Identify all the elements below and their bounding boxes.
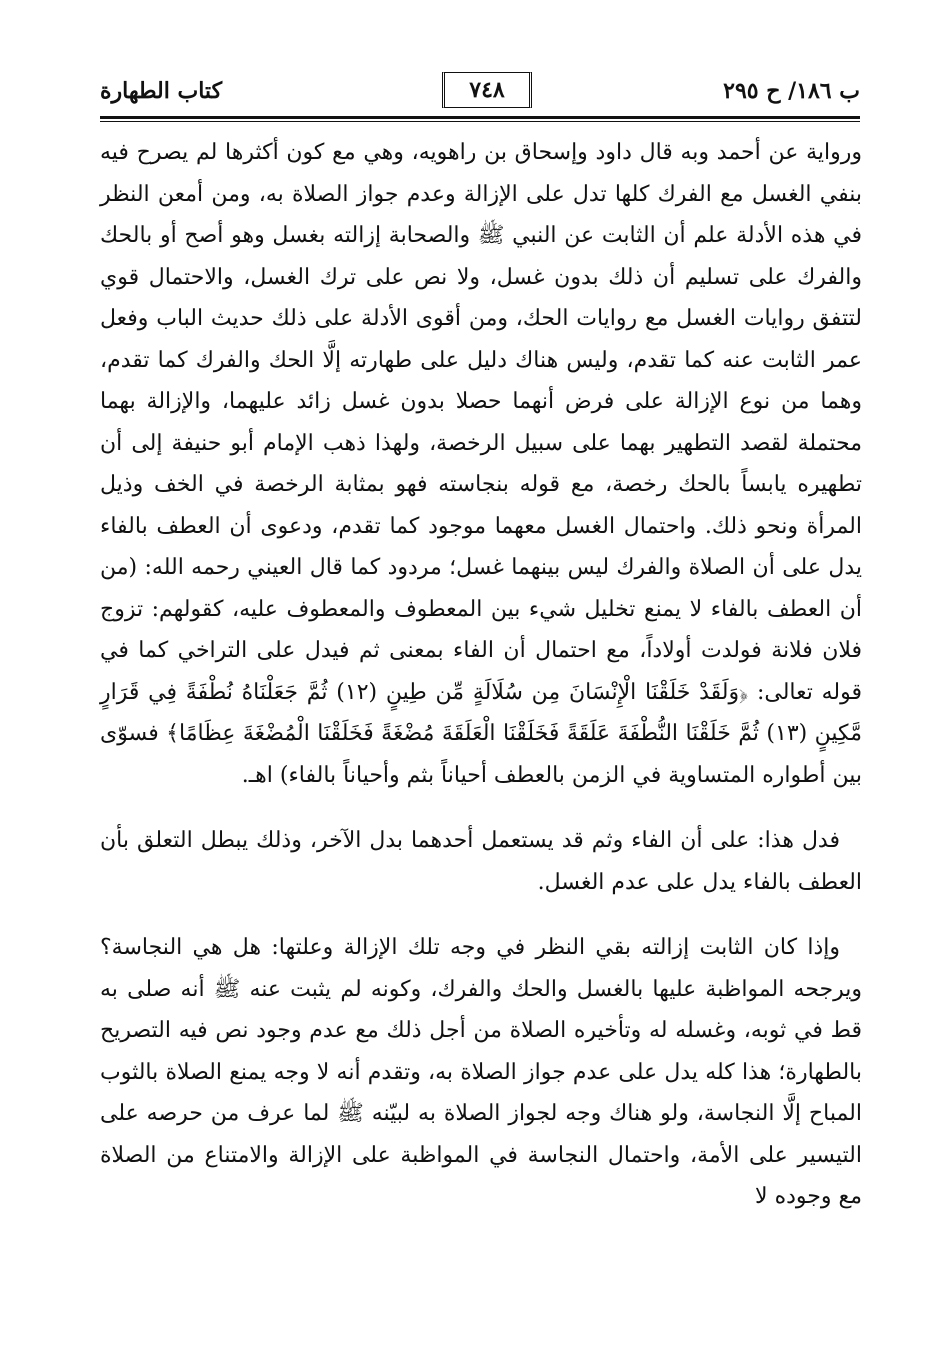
hadith-reference: ب ١٨٦/ ح ٢٩٥ xyxy=(723,78,860,104)
page-number: ٧٤٨ xyxy=(442,72,532,108)
header-divider xyxy=(100,116,860,119)
body-text xyxy=(100,132,862,1218)
header-divider-thin xyxy=(100,121,860,122)
paragraph-3: وإذا كان الثابت إزالته بقي النظر في وجه تلك الإزالة وعلتها: هل هي النجاسة؟ ويرجحه المواظبة عليها بالغسل والحك والفرك، وكونه لم يثبت عنه ﷺ أنه صلى به قط في ثوبه، وغسله له وتأخيره الصلاة من أجل ذلك مع عدم وجود نص فيه التصريح بالطهارة؛ هذا كله يدل على عدم جواز الصلاة به، وتقدم أنه لا وجه يمنع الصلاة بالثوب المباح إلَّا النجاسة، ولو هناك وجه لجواز الصلاة به لبيّنه ﷺ لما عرف من حرصه على التيسير على الأمة، واحتمال النجاسة في المواظبة على الإزالة والامتناع من الصلاة مع وجوده لا xyxy=(100,935,863,1209)
page-header xyxy=(100,72,860,116)
book-title: كتاب الطهارة xyxy=(100,78,223,104)
paragraph-1: ورواية عن أحمد وبه قال داود وإسحاق بن راهويه، وهي مع كون أكثرها لم يصرح فيه بنفي الغسل مع الفرك كلها تدل على الإزالة وعدم جواز الصلاة به، ومن أمعن النظر في هذه الأدلة علم أن الثابت عن النبي ﷺ والصحابة إزالته بغسل وهو أصح أو بالحك والفرك على تسليم أن ذلك بدون غسل، ولا نص على ترك الغسل، والاحتمال قوي لتتفق روايات الغسل مع روايات الحك، ومن أقوى الأدلة على ذلك حديث الباب وفعل عمر الثابت عنه كما تقدم، وليس هناك دليل على طهارته إلَّا الحك والفرك كما تقدم، وهما من نوع الإزالة على فرض أنهما حصلا بدون غسل زائد عليهما، والإزالة بهما محتملة لقصد التطهير بهما على سبيل الرخصة، ولهذا ذهب الإمام أبو حنيفة إلى أن تطهيره يابساً بالحك رخصة، مع قوله بنجاسته فهو بمثابة الرخصة في الخف وذيل المرأة ونحو ذلك. واحتمال الغسل معهما موجود كما تقدم، ودعوى أن العطف بالفاء يدل على أن الصلاة والفرك ليس بينهما غسل؛ مردود كما قال العيني رحمه الله: (من أن العطف بالفاء لا يمنع تخليل شيء بين المعطوف والمعطوف عليه، كقولهم: تزوج فلان فلانة فولدت أولاداً، مع احتمال أن الفاء بمعنى ثم فيدل على التراخي كما في قوله تعالى: ﴿وَلَقَدْ خَلَقْنَا الْإِنْسَانَ مِن سُلَالَةٍ مِّن طِينٍ (١٢) ثُمَّ جَعَلْنَاهُ نُطْفَةً فِي قَرَارٍ مَّكِينٍ (١٣) ثُمَّ خَلَقْنَا النُّطْفَةَ عَلَقَةً فَخَلَقْنَا الْعَلَقَةَ مُضْغَةً فَخَلَقْنَا الْمُضْغَةَ عِظَامًا﴾ فسوّى بين أطواره المتساوية في الزمن بالعطف أحياناً بثم وأحياناً بالفاء) اهـ. xyxy=(100,140,862,788)
paragraph-2: فدل هذا: على أن الفاء وثم قد يستعمل أحدهما بدل الآخر، وذلك يبطل التعلق بأن العطف بالفاء يدل على عدم الغسل. xyxy=(100,828,862,895)
